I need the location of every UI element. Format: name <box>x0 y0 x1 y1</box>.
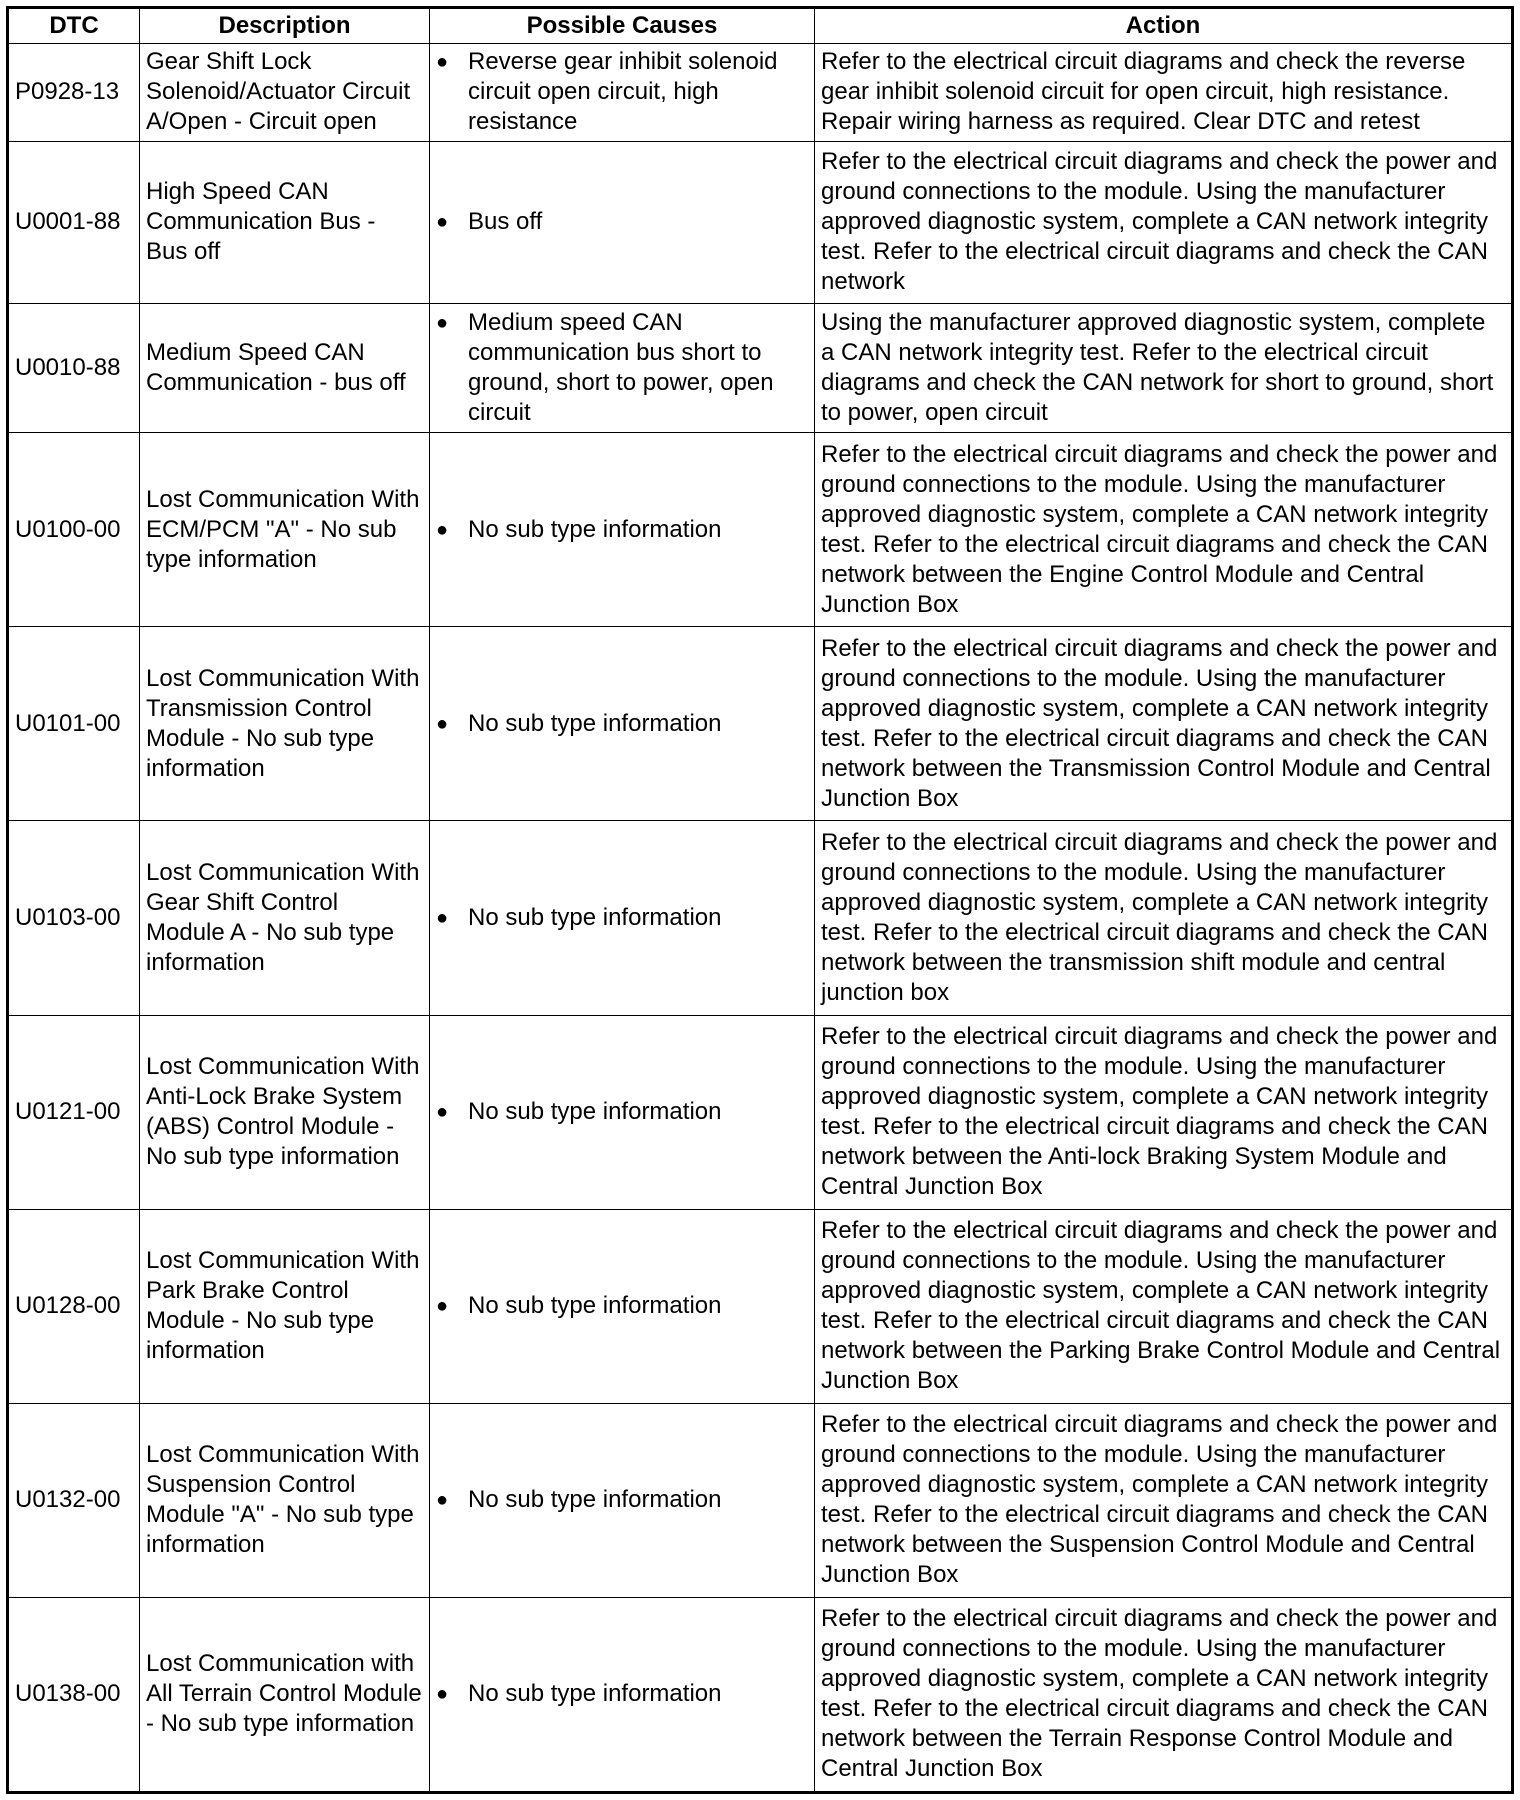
dtc-description: Lost Communication With Anti-Lock Brake System (ABS) Control Module - No sub type information <box>140 1015 430 1209</box>
dtc-code: U0001-88 <box>8 141 140 303</box>
cause-text: No sub type information <box>468 1098 722 1126</box>
possible-cause <box>430 44 815 142</box>
bullet-icon: ● <box>436 1101 449 1124</box>
cause-text: No sub type information <box>468 1292 722 1320</box>
possible-cause <box>430 1403 815 1597</box>
dtc-action: Refer to the electrical circuit diagrams and check the power and ground connections to the module. Using the manufacturer approved diagnostic system, complete a CAN network integrity test. Refer to the electrical circuit diagrams and check the CAN network between the Engine Control Module and Central Junction Box <box>815 433 1513 627</box>
dtc-description: Lost Communication With Suspension Control Module "A" - No sub type information <box>140 1403 430 1597</box>
possible-cause <box>430 141 815 303</box>
dtc-action: Refer to the electrical circuit diagrams and check the power and ground connections to the module. Using the manufacturer approved diagnostic system, complete a CAN network integrity test. Refer to the electrical circuit diagrams and check the CAN network between the Suspension Control Module and Central Junction Box <box>815 1403 1513 1597</box>
table-row <box>8 627 1513 821</box>
dtc-action: Refer to the electrical circuit diagrams and check the power and ground connections to the module. Using the manufacturer approved diagnostic system, complete a CAN network integrity test. Refer to the electrical circuit diagrams and check the CAN network between the Terrain Response Control Module and Central Junction Box <box>815 1597 1513 1792</box>
dtc-action: Refer to the electrical circuit diagrams and check the power and ground connections to the module. Using the manufacturer approved diagnostic system, complete a CAN network integrity test. Refer to the electrical circuit diagrams and check the CAN network between the transmission shift module and central junction box <box>815 821 1513 1015</box>
bullet-icon: ● <box>436 906 449 929</box>
dtc-description: Gear Shift Lock Solenoid/Actuator Circuit A/Open - Circuit open <box>140 44 430 142</box>
header-possible-causes: Possible Causes <box>430 8 815 44</box>
table-row <box>8 1403 1513 1597</box>
cause-text: Reverse gear inhibit solenoid circuit open circuit, high resistance <box>468 48 778 136</box>
header-row <box>8 8 1513 44</box>
dtc-code: U0138-00 <box>8 1597 140 1792</box>
dtc-description: High Speed CAN Communication Bus - Bus off <box>140 141 430 303</box>
cause-text: No sub type information <box>468 709 722 737</box>
dtc-code: U0121-00 <box>8 1015 140 1209</box>
bullet-icon: ● <box>436 518 449 541</box>
cause-text: No sub type information <box>468 1680 722 1708</box>
bullet-icon: ● <box>436 712 449 735</box>
table-row <box>8 433 1513 627</box>
table-row <box>8 141 1513 303</box>
dtc-description: Medium Speed CAN Communication - bus off <box>140 303 430 433</box>
header-dtc: DTC <box>8 8 140 44</box>
possible-cause <box>430 627 815 821</box>
possible-cause <box>430 1209 815 1403</box>
dtc-code: U0010-88 <box>8 303 140 433</box>
dtc-description: Lost Communication With Gear Shift Control Module A - No sub type information <box>140 821 430 1015</box>
bullet-icon: ● <box>436 1489 449 1512</box>
possible-cause <box>430 821 815 1015</box>
cause-text: No sub type information <box>468 1486 722 1514</box>
dtc-action: Refer to the electrical circuit diagrams and check the power and ground connections to the module. Using the manufacturer approved diagnostic system, complete a CAN network integrity test. Refer to the electrical circuit diagrams and check the CAN network between the Anti-lock Braking System Module and Central Junction Box <box>815 1015 1513 1209</box>
table-row <box>8 1015 1513 1209</box>
possible-cause <box>430 433 815 627</box>
possible-cause <box>430 1015 815 1209</box>
header-description: Description <box>140 8 430 44</box>
bullet-icon: ● <box>436 1295 449 1318</box>
header-action: Action <box>815 8 1513 44</box>
table-body <box>8 44 1513 1793</box>
dtc-action: Refer to the electrical circuit diagrams and check the power and ground connections to the module. Using the manufacturer approved diagnostic system, complete a CAN network integrity test. Refer to the electrical circuit diagrams and check the CAN network <box>815 141 1513 303</box>
cause-text: No sub type information <box>468 515 722 543</box>
bullet-icon: ● <box>436 51 449 74</box>
cause-text: Bus off <box>468 208 543 236</box>
dtc-code: P0928-13 <box>8 44 140 142</box>
dtc-code: U0128-00 <box>8 1209 140 1403</box>
dtc-action: Refer to the electrical circuit diagrams and check the reverse gear inhibit solenoid circuit for open circuit, high resistance. Repair wiring harness as required. Clear DTC and retest <box>815 44 1513 142</box>
bullet-icon: ● <box>436 1683 449 1706</box>
cause-text: Medium speed CAN communication bus short to ground, short to power, open circuit <box>468 308 774 426</box>
bullet-icon: ● <box>436 211 449 234</box>
dtc-action: Refer to the electrical circuit diagrams and check the power and ground connections to the module. Using the manufacturer approved diagnostic system, complete a CAN network integrity test. Refer to the electrical circuit diagrams and check the CAN network between the Parking Brake Control Module and Central Junction Box <box>815 1209 1513 1403</box>
dtc-description: Lost Communication With Park Brake Control Module - No sub type information <box>140 1209 430 1403</box>
dtc-table <box>6 6 1514 1794</box>
dtc-description: Lost Communication With ECM/PCM "A" - No sub type information <box>140 433 430 627</box>
table-row <box>8 1209 1513 1403</box>
dtc-code: U0101-00 <box>8 627 140 821</box>
possible-cause <box>430 303 815 433</box>
table-row <box>8 303 1513 433</box>
bullet-icon: ● <box>436 311 449 334</box>
table-row <box>8 1597 1513 1792</box>
dtc-code: U0100-00 <box>8 433 140 627</box>
possible-cause <box>430 1597 815 1792</box>
dtc-code: U0103-00 <box>8 821 140 1015</box>
table-row <box>8 44 1513 142</box>
dtc-action: Refer to the electrical circuit diagrams and check the power and ground connections to the module. Using the manufacturer approved diagnostic system, complete a CAN network integrity test. Refer to the electrical circuit diagrams and check the CAN network between the Transmission Control Module and Central Junction Box <box>815 627 1513 821</box>
dtc-code: U0132-00 <box>8 1403 140 1597</box>
dtc-description: Lost Communication With Transmission Control Module - No sub type information <box>140 627 430 821</box>
dtc-description: Lost Communication with All Terrain Control Module - No sub type information <box>140 1597 430 1792</box>
table-row <box>8 821 1513 1015</box>
dtc-action: Using the manufacturer approved diagnostic system, complete a CAN network integrity test. Refer to the electrical circuit diagrams and check the CAN network for short to ground, short to power, open circuit <box>815 303 1513 433</box>
cause-text: No sub type information <box>468 903 722 931</box>
